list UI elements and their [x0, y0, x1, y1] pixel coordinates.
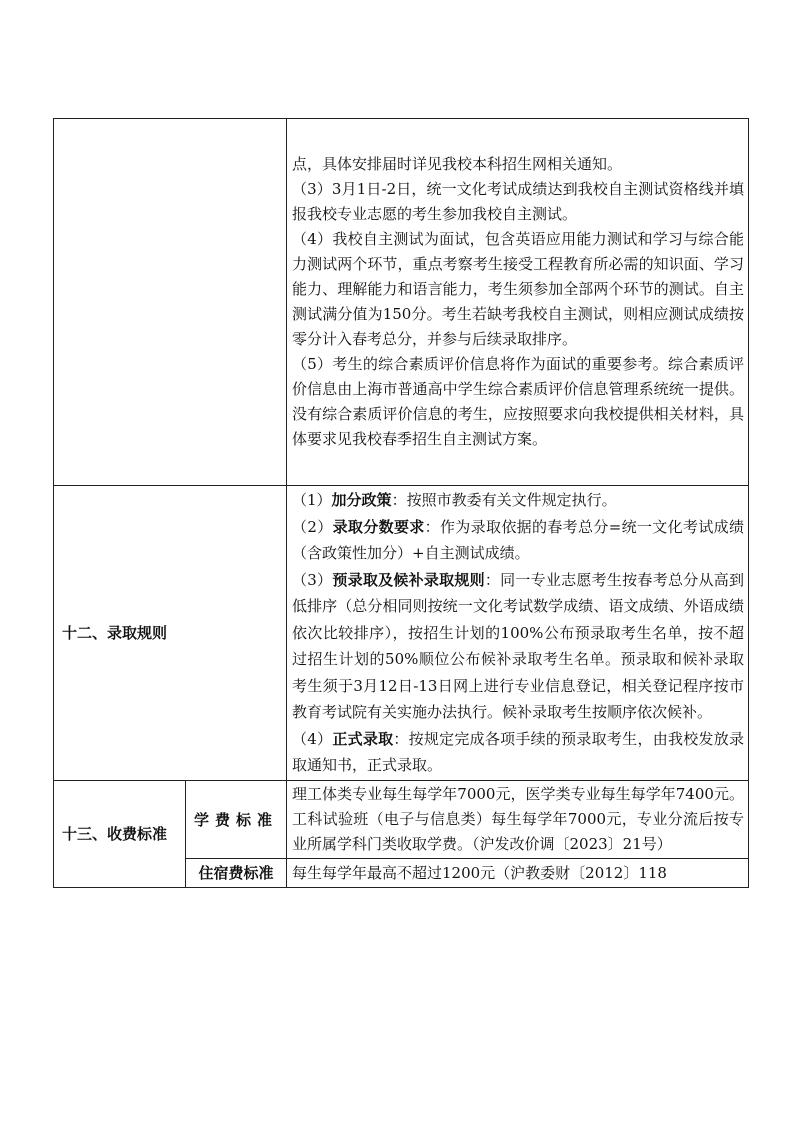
paragraph: （4）我校自主测试为面试，包含英语应用能力测试和学习与综合能力测试两个环节，重点考察考生接受工程教育所必需的知识面、学习能力、理解能力和语言能力，考生须参加全部两个环节的测试。自主测试满分值为150分。考生若缺考我校自主测试，则相应测试成绩按零分计入春考总分，并参与后续录取排序。 [292, 230, 744, 348]
rule-prefix: （1） [292, 491, 332, 509]
dorm-fee-label: 住宿费标准 [186, 858, 287, 887]
dorm-fee-content: 每生每学年最高不超过1200元（沪教委财〔2012〕118 [287, 858, 749, 887]
admission-rules-content [287, 486, 749, 781]
rule-prefix: （3） [292, 570, 333, 589]
section-title-fees: 十三、收费标准 [54, 780, 186, 887]
table-row [54, 780, 749, 858]
tuition-content: 理工体类专业每生每学年7000元，医学类专业每生每学年7400元。工科试验班（电子与信息类）每生每学年7000元，专业分流后按专业所属学科门类收取学费。（沪发改价调〔2023〕21号） [287, 780, 749, 858]
rule-heading: 正式录取 [332, 729, 394, 748]
table-row [54, 486, 749, 781]
paragraph: （5）考生的综合素质评价信息将作为面试的重要参考。综合素质评价信息由上海市普通高中学生综合素质评价信息管理系统统一提供。没有综合素质评价信息的考生，应按照要求向我校提供相关材料，具体要求见我校春季招生自主测试方案。 [292, 355, 744, 448]
rule-item [292, 487, 744, 514]
rule-item [292, 726, 744, 779]
tuition-label: 学费标准 [186, 780, 287, 858]
rule-prefix: （2） [292, 517, 333, 536]
admission-table-page [53, 118, 748, 888]
rule-text: ：同一专业志愿考生按春考总分从高到低排序（总分相同则按统一文化考试数学成绩、语文成绩、外语成绩依次比较排序），按招生计划的100%公布预录取考生名单，按不超过招生计划的50%顺位公布候补录取考生名单。预录取和候补录取考生须于3月12日-13日网上进行专业信息登记，相关登记程序按市教育考试院有关实施办法执行。候补录取考生按顺序依次候补。 [292, 570, 744, 721]
section-title-admission-rules: 十二、录取规则 [54, 486, 287, 781]
rule-text: ：按规定完成各项手续的预录取考生，由我校发放录取通知书，正式录取。 [292, 729, 744, 774]
rule-text: ：按照市教委有关文件规定执行。 [391, 491, 617, 509]
rule-heading: 预录取及候补录取规则 [332, 570, 485, 589]
table-row [54, 119, 749, 486]
paragraph: 点，具体安排届时详见我校本科招生网相关通知。 [292, 155, 623, 173]
rule-prefix: （4） [292, 729, 333, 748]
rule-heading: 录取分数要求 [332, 517, 425, 536]
rule-text: ：作为录取依据的春考总分=统一文化考试成绩（含政策性加分）+自主测试成绩。 [292, 517, 744, 562]
section-continued-content [287, 119, 749, 486]
rule-item [292, 514, 744, 567]
admission-table [53, 118, 749, 888]
row-label-empty [54, 119, 287, 486]
rule-heading: 加分政策 [331, 491, 392, 509]
rule-item [292, 567, 744, 726]
paragraph: （3）3月1日-2日，统一文化考试成绩达到我校自主测试资格线并填报我校专业志愿的考生参加我校自主测试。 [292, 180, 744, 223]
